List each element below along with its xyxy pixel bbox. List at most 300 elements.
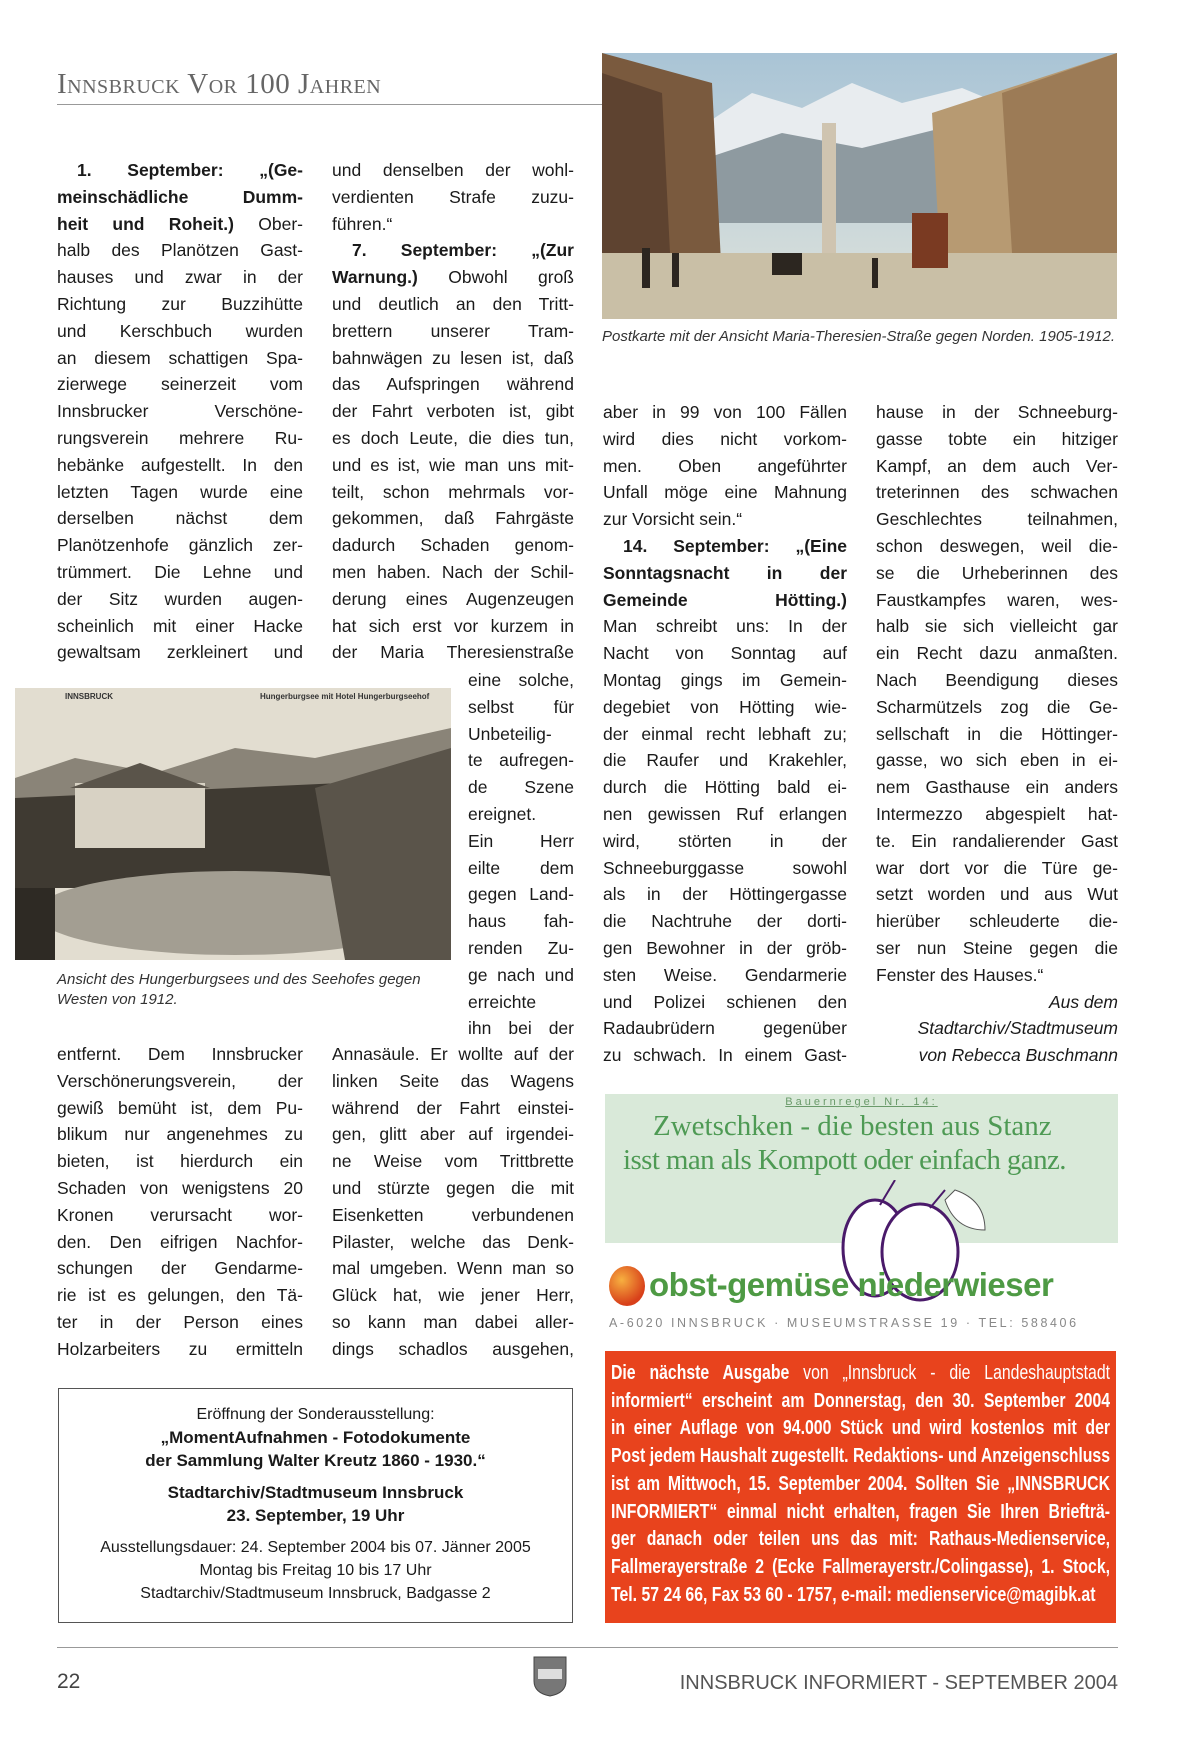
text-line — [332, 291, 574, 318]
text-line — [876, 453, 1118, 480]
exhibition-address: Stadtarchiv/Stadtmuseum Innsbruck, Badgasse 2 — [140, 1585, 491, 1602]
column-3 — [603, 399, 847, 1069]
exhibition-venue: Stadtarchiv/Stadtmuseum Innsbruck — [167, 1483, 464, 1502]
section-title: Innsbruck Vor 100 Jahren — [57, 68, 382, 100]
line-text: dings schadlos ausgehen, — [332, 1338, 574, 1359]
line-text: Annasäule. Er wollte auf der — [332, 1044, 574, 1064]
text-line — [603, 506, 847, 533]
line-text: linken Seite das Wagens — [332, 1070, 574, 1091]
photo-label-left: INNSBRUCK — [65, 692, 113, 701]
footer-divider — [57, 1647, 1118, 1648]
text-line — [876, 908, 1118, 935]
text-line — [332, 479, 574, 506]
line-text: derung eines Augenzeugen — [332, 588, 574, 609]
text-line — [57, 1148, 303, 1175]
text-line — [332, 318, 574, 345]
bold-heading-text: 1. September: „(Ge- — [77, 160, 303, 180]
text-line — [876, 587, 1118, 614]
text-line — [603, 399, 847, 426]
line-text: schungen der Gendarme- — [57, 1258, 303, 1279]
text-line — [876, 1015, 1118, 1042]
line-text: aber in 99 von 100 Fällen — [603, 402, 847, 422]
exhibition-intro: Eröffnung der Sonderausstellung: — [196, 1406, 435, 1423]
text-line — [332, 345, 574, 372]
line-text: derselben nächst dem — [57, 508, 303, 529]
line-text: Innsbrucker Verschöne- — [57, 401, 303, 422]
text-line — [57, 559, 303, 586]
line-text: haus fah- — [468, 911, 574, 932]
column-2-top — [332, 157, 574, 666]
text-line — [57, 1175, 303, 1202]
line-text: an diesem schattigen Spa- — [57, 347, 303, 368]
text-line — [332, 1068, 574, 1095]
line-text: der Fahrt verboten ist, gibt — [332, 401, 574, 422]
text-line — [332, 264, 574, 291]
ad-rule-label: Bauernregel Nr. 14: — [785, 1096, 938, 1108]
text-line — [332, 505, 574, 532]
line-text: der Maria Theresienstraße — [332, 642, 574, 663]
line-text: Kampf, an dem auch Ver- — [876, 455, 1118, 476]
bold-heading-text: Sonntagsnacht in der — [603, 562, 847, 583]
text-line — [332, 1175, 574, 1202]
line-text: von Rebecca Buschmann — [918, 1045, 1118, 1066]
line-text: Eisenketten verbundenen — [332, 1204, 574, 1225]
text-line — [876, 721, 1118, 748]
text-line — [603, 479, 847, 506]
innsbruck-crest-icon — [532, 1655, 568, 1697]
text-line — [57, 1202, 303, 1229]
line-text: scheinlich mit einer Hacke — [57, 615, 303, 636]
text-line — [332, 559, 574, 586]
notice-line: INFORMIERT“ einmal nicht erhalten, fragen Sie Ihren Briefträ- — [611, 1499, 1111, 1523]
text-line — [876, 989, 1118, 1016]
line-text: ge nach und — [468, 964, 574, 985]
line-text: men haben. Nach der Schil- — [332, 561, 574, 582]
text-line — [332, 425, 574, 452]
text-line — [332, 1095, 574, 1122]
line-text: gekommen, daß Fahrgäste — [332, 508, 574, 529]
line-text: Unbeteilig- — [468, 723, 552, 744]
text-line — [603, 828, 847, 855]
text-line — [876, 667, 1118, 694]
exhibition-date: 23. September, 19 Uhr — [226, 1506, 405, 1525]
text-line — [57, 1121, 303, 1148]
text-line — [332, 1229, 574, 1256]
postcard-photo-maria-theresien-strasse — [602, 53, 1117, 319]
line-text: die Nachtruhe der dorti- — [603, 911, 847, 932]
text-line — [603, 962, 847, 989]
text-line — [876, 828, 1118, 855]
line-text: gen, glitt aber auf irgendei- — [332, 1124, 574, 1145]
line-text: gasse tobte ein hitziger — [876, 428, 1118, 449]
notice-line: ist am Mittwoch, 15. September 2004. Sollten Sie „INNSBRUCK — [611, 1471, 1111, 1495]
line-text: Fenster des Hauses.“ — [876, 964, 1044, 985]
line-text: ein Recht dazu anmaßten. — [876, 643, 1118, 664]
line-text: wird dies nicht vorkom- — [603, 428, 847, 449]
line-text: hat sich erst vor kurzem in — [332, 615, 574, 636]
line-text: Stadtarchiv/Stadtmuseum — [917, 1018, 1118, 1039]
line-text: sellschaft in die Höttinger- — [876, 723, 1118, 744]
text-line — [876, 506, 1118, 533]
line-text: ter in der Person eines — [57, 1311, 303, 1332]
ad-line-2: isst man als Kompott oder einfach ganz. — [623, 1144, 1066, 1176]
text-line — [57, 1095, 303, 1122]
line-text: Verschönerungsverein, der — [57, 1070, 303, 1091]
text-line — [332, 1336, 574, 1363]
line-text: als in der Höttingergasse — [603, 884, 847, 905]
text-line — [332, 639, 574, 666]
notice-lead: Die nächste Ausgabe — [611, 1361, 790, 1384]
bold-heading-text: Warnung.) — [332, 267, 418, 288]
line-text: Intermezzo abgespielt hat- — [876, 803, 1118, 824]
text-line — [57, 1309, 303, 1336]
line-text: Unfall möge eine Mahnung — [603, 482, 847, 503]
column-1-bottom — [57, 1041, 303, 1363]
line-text: durch die Hötting bald ei- — [603, 777, 847, 798]
line-text: Faustkampfes waren, wes- — [876, 589, 1118, 610]
line-text: Schaden von wenigstens 20 — [57, 1177, 303, 1198]
line-text: der einmal recht lebhaft zu; — [603, 723, 847, 744]
line-text: gegen Land- — [468, 884, 574, 905]
line-text: gen Bewohner in der gröb- — [603, 937, 847, 958]
line-text: Nach Beendigung dieses — [876, 669, 1118, 690]
line-text: ereignet. — [468, 803, 537, 824]
text-line — [603, 1015, 847, 1042]
notice-line: Fallmerayerstraße 2 (Ecke Fallmerayerstr./Colingasse), 1. Stock, — [611, 1554, 1111, 1578]
line-text: den. Den eifrigen Nachfor- — [57, 1231, 303, 1252]
line-text: bahnwägen zu lesen ist, daß — [332, 347, 574, 368]
line-text: bieten, ist hierdurch ein — [57, 1151, 303, 1172]
line-text: war dort vor die Türe ge- — [876, 857, 1118, 878]
line-text: degebiet von Hötting wie- — [603, 696, 847, 717]
line-text: dadurch Schaden genom- — [332, 535, 574, 556]
text-line — [603, 774, 847, 801]
line-text: blikum nur angenehmes zu — [57, 1124, 303, 1145]
line-text: und Kerschbuch wurden — [57, 320, 303, 341]
line-text: und es ist, wie man uns mit- — [332, 454, 574, 475]
text-line — [332, 1041, 574, 1068]
text-line — [57, 479, 303, 506]
text-line — [603, 881, 847, 908]
text-line — [57, 452, 303, 479]
line-text: men. Oben angeführter — [603, 455, 847, 476]
line-text: trümmert. Die Lehne und — [57, 561, 303, 582]
text-line — [332, 237, 574, 264]
line-text: brettern unserer Tram- — [332, 320, 574, 341]
notice-line: in einer Auflage von 94.000 Stück und wird kostenlos mit der — [611, 1416, 1111, 1440]
exhibition-announcement — [58, 1388, 573, 1623]
text-line — [468, 667, 574, 694]
line-text: hause in der Schneeburg- — [876, 402, 1118, 422]
hungerburgsee-photo — [15, 688, 451, 960]
text-line — [57, 237, 303, 264]
text-line — [876, 399, 1118, 426]
line-text: rie ist es gelungen, den Tä- — [57, 1285, 303, 1306]
text-line — [876, 774, 1118, 801]
text-line — [603, 721, 847, 748]
line-text: ser nun Steine gegen die — [876, 937, 1118, 958]
text-line — [332, 157, 574, 184]
text-line — [57, 1336, 303, 1363]
text-line — [57, 1282, 303, 1309]
line-text: gewaltsam zerkleinert und — [57, 642, 303, 663]
photo-label-right: Hungerburgsee mit Hotel Hungerburgseehof — [260, 692, 430, 701]
bold-heading-text: 14. September: „(Eine — [623, 535, 847, 556]
text-line — [57, 1068, 303, 1095]
ad-line-1: Zwetschken - die besten aus Stanz — [653, 1110, 1052, 1142]
text-line — [603, 613, 847, 640]
line-text: Planötzenhofe gänzlich zer- — [57, 535, 303, 556]
line-text: während der Fahrt einstei- — [332, 1097, 574, 1118]
text-line — [603, 640, 847, 667]
column-2-bottom — [332, 1041, 574, 1363]
text-line — [603, 587, 847, 614]
line-text: Geschlechtes teilnahmen, — [876, 509, 1118, 530]
notice-line: Post jedem Haushalt zugestellt. Redaktions- und Anzeigenschluss — [611, 1444, 1111, 1468]
text-line — [876, 881, 1118, 908]
line-text: Pilaster, welche das Denk- — [332, 1231, 574, 1252]
line-text: verdienten Strafe zuzu- — [332, 186, 574, 207]
notice-line: Tel. 57 24 66, Fax 53 60 - 1757, e-mail: medienservice@magibk.at — [611, 1582, 1096, 1606]
top-photo-caption: Postkarte mit der Ansicht Maria-Theresien-Straße gegen Norden. 1905-1912. — [602, 328, 1116, 345]
line-text: Richtung zur Buzzihütte — [57, 293, 303, 314]
line-text: zierwege seinerzeit vom — [57, 374, 303, 395]
text-line — [876, 533, 1118, 560]
text-line — [876, 560, 1118, 587]
text-line — [603, 426, 847, 453]
title-divider — [57, 104, 602, 105]
text-line — [468, 828, 574, 855]
text-line — [57, 211, 303, 238]
text-line — [332, 1255, 574, 1282]
line-text: halb sie sich vielleicht gar — [876, 616, 1118, 637]
text-line — [876, 935, 1118, 962]
text-line — [57, 318, 303, 345]
line-text: Man schreibt uns: In der — [603, 616, 847, 637]
left-photo-caption: Ansicht des Hungerburgsees und des Seehofes gegen Westen von 1912. — [57, 971, 421, 1008]
text-line — [332, 371, 574, 398]
text-line — [332, 1121, 574, 1148]
text-line — [332, 184, 574, 211]
line-text: letzten Tagen wurde eine — [57, 481, 303, 502]
text-line — [332, 1282, 574, 1309]
text-line — [468, 935, 574, 962]
text-line — [603, 801, 847, 828]
text-line — [876, 640, 1118, 667]
line-text: hauses und zwar in der — [57, 267, 303, 288]
text-line — [876, 855, 1118, 882]
text-line — [603, 533, 847, 560]
text-line — [332, 452, 574, 479]
line-text: Montag gings im Gemein- — [603, 669, 847, 690]
line-text: zur Vorsicht sein.“ — [603, 509, 743, 530]
bold-heading-text: meinschädliche Dumm- — [57, 186, 303, 207]
text-line — [876, 694, 1118, 721]
text-line — [468, 962, 574, 989]
niederwieser-advertisement — [605, 1094, 1118, 1342]
line-text: führen.“ — [332, 213, 393, 234]
text-line — [332, 532, 574, 559]
line-text: Ober- — [233, 213, 303, 234]
line-text: se die Urheberinnen des — [876, 562, 1118, 583]
line-text: Scharmützels zog die Ge- — [876, 696, 1118, 717]
text-line — [57, 1041, 303, 1068]
line-text: Radaubrüdern gegenüber — [603, 1018, 847, 1039]
text-line — [57, 184, 303, 211]
bold-heading-text: Gemeinde Hötting.) — [603, 589, 847, 610]
text-line — [57, 532, 303, 559]
line-text: Aus dem — [1048, 991, 1118, 1012]
text-line — [603, 667, 847, 694]
line-text: zu schwach. In einem Gast- — [603, 1045, 847, 1066]
line-text: der Sitz wurden augen- — [57, 588, 303, 609]
line-text: so kann man dabei aller- — [332, 1311, 574, 1332]
line-text: mal umgeben. Wenn man so — [332, 1258, 574, 1279]
text-line — [876, 1042, 1118, 1069]
text-line — [57, 264, 303, 291]
line-text: hierüber schleuderte die- — [876, 911, 1118, 932]
line-text: es doch Leute, die dies tun, — [332, 427, 574, 448]
text-line — [603, 935, 847, 962]
exhibition-duration: Ausstellungsdauer: 24. September 2004 bis 07. Jänner 2005 — [100, 1539, 531, 1556]
text-line — [603, 694, 847, 721]
text-line — [468, 855, 574, 882]
notice-line-1: von „Innsbruck - die Landeshauptstadt — [789, 1361, 1111, 1384]
column-2-narrow — [468, 667, 574, 1042]
text-line — [468, 881, 574, 908]
line-text: wird, störten in der — [603, 830, 847, 851]
ad-address: A-6020 INNSBRUCK · MUSEUMSTRASSE 19 · TEL: 588406 — [609, 1316, 1079, 1330]
line-text: Holzarbeiters zu ermitteln — [57, 1338, 303, 1359]
text-line — [876, 613, 1118, 640]
notice-line: informiert“ erscheint am Donnerstag, den 30. September 2004 — [611, 1388, 1111, 1412]
text-line — [57, 157, 303, 184]
line-text: eine solche, — [468, 670, 574, 690]
text-line — [876, 962, 1118, 989]
line-text: nen gewissen Ruf erlangen — [603, 803, 847, 824]
text-line — [603, 989, 847, 1016]
text-line — [603, 908, 847, 935]
line-text: gasse, wo sich eben in ei- — [876, 750, 1118, 771]
text-line — [468, 1015, 574, 1042]
text-line — [468, 721, 574, 748]
text-line — [332, 211, 574, 238]
text-line — [57, 1229, 303, 1256]
line-text: und stürzte gegen die mit — [332, 1177, 574, 1198]
text-line — [876, 801, 1118, 828]
line-text: erreichte — [468, 991, 537, 1012]
text-line — [468, 989, 574, 1016]
text-line — [57, 505, 303, 532]
text-line — [876, 479, 1118, 506]
text-line — [57, 586, 303, 613]
line-text: Obwohl groß — [417, 267, 574, 288]
text-line — [468, 908, 574, 935]
line-text: Kronen verursacht wor- — [57, 1204, 303, 1225]
line-text: rungsverein mehrere Ru- — [57, 427, 303, 448]
line-text: renden Zu- — [468, 937, 574, 958]
exhibition-title-1: „MomentAufnahmen - Fotodokumente — [160, 1428, 471, 1447]
text-line — [57, 639, 303, 666]
line-text: und Polizei schienen den — [603, 991, 847, 1012]
line-text: eilte dem — [468, 857, 574, 878]
line-text: und deutlich an den Tritt- — [332, 293, 574, 314]
line-text: te aufregen- — [468, 750, 574, 771]
line-text: selbst für — [468, 696, 574, 717]
text-line — [332, 398, 574, 425]
text-line — [603, 747, 847, 774]
next-issue-notice — [605, 1351, 1116, 1623]
text-line — [332, 1202, 574, 1229]
apple-icon — [609, 1266, 645, 1306]
text-line — [603, 1042, 847, 1069]
text-line — [468, 747, 574, 774]
line-text: nem Gasthause ein anders — [876, 777, 1118, 798]
exhibition-title-2: der Sammlung Walter Kreutz 1860 - 1930.“ — [145, 1451, 486, 1470]
text-line — [57, 425, 303, 452]
line-text: sten Weise. Gendarmerie — [603, 964, 847, 985]
text-line — [57, 613, 303, 640]
text-line — [332, 1148, 574, 1175]
text-line — [603, 855, 847, 882]
text-line — [57, 398, 303, 425]
line-text: entfernt. Dem Innsbrucker — [57, 1044, 303, 1064]
text-line — [57, 371, 303, 398]
bold-heading-text: 7. September: „(Zur — [352, 240, 574, 261]
text-line — [332, 586, 574, 613]
column-4 — [876, 399, 1118, 1069]
notice-line: ger danach oder teilen uns das mit: Rathaus-Medienservice, — [611, 1527, 1111, 1551]
text-line — [57, 1255, 303, 1282]
text-line — [332, 1309, 574, 1336]
line-text: Nacht von Sonntag auf — [603, 643, 847, 664]
column-1-top — [57, 157, 303, 666]
line-text: Ein Herr — [468, 830, 574, 851]
bold-heading-text: heit und Roheit.) — [57, 213, 234, 234]
exhibition-hours: Montag bis Freitag 10 bis 17 Uhr — [199, 1562, 432, 1579]
line-text: das Aufspringen während — [332, 374, 574, 395]
text-line — [468, 774, 574, 801]
line-text: de Szene — [468, 777, 574, 798]
line-text: halb des Planötzen Gast- — [57, 240, 303, 261]
line-text: ne Weise vom Trittbrette — [332, 1151, 574, 1172]
text-line — [468, 694, 574, 721]
line-text: ihn bei der — [468, 1018, 574, 1039]
text-line — [57, 291, 303, 318]
line-text: und denselben der wohl- — [332, 160, 574, 180]
text-line — [603, 453, 847, 480]
text-line — [603, 560, 847, 587]
ad-brand: obst-gemüse niederwieser — [649, 1266, 1054, 1303]
text-line — [876, 747, 1118, 774]
line-text: schon deswegen, weil die- — [876, 535, 1118, 556]
text-line — [57, 345, 303, 372]
text-line — [332, 613, 574, 640]
line-text: Schneeburggasse sowohl — [603, 857, 847, 878]
line-text: treterinnen des schwachen — [876, 482, 1118, 503]
line-text: die Raufer und Krakehler, — [603, 750, 847, 771]
page-number: 22 — [57, 1670, 81, 1693]
text-line — [876, 426, 1118, 453]
line-text: Glück hat, wie jener Herr, — [332, 1285, 574, 1306]
line-text: hebänke aufgestellt. In den — [57, 454, 303, 475]
publication-footer: INNSBRUCK INFORMIERT - SEPTEMBER 2004 — [679, 1672, 1118, 1694]
line-text: gewiß bemüht ist, dem Pu- — [57, 1097, 303, 1118]
line-text: te. Ein randalierender Gast — [876, 830, 1118, 851]
text-line — [468, 801, 574, 828]
line-text: teilt, schon mehrmals vor- — [332, 481, 574, 502]
line-text: setzt worden und aus Wut — [876, 884, 1118, 905]
